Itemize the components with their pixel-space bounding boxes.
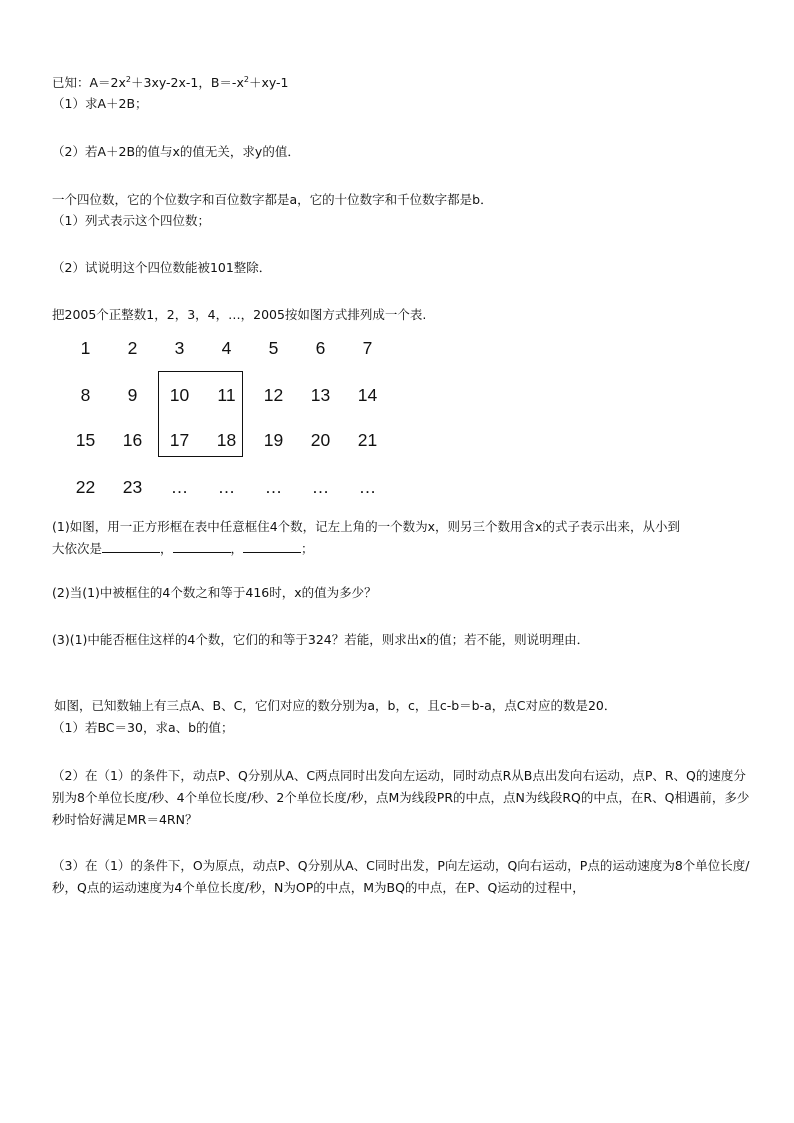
table-cell: 23: [122, 477, 143, 497]
q1-exponent-1: 2: [125, 74, 131, 84]
q4-stem: 如图，已知数轴上有三点A、B、C，它们对应的数分别为a，b，c，且c-b＝b-a，点C对应的数是20．: [54, 698, 617, 713]
table-cell: 4: [221, 338, 232, 358]
answer-blank-2[interactable]: [173, 540, 231, 553]
q1-exponent-2: 2: [243, 74, 249, 84]
table-cell: 19: [263, 430, 284, 450]
number-table: [62, 332, 392, 504]
q4-part3: （3）在（1）的条件下，O为原点，动点P、Q分别从A、C同时出发，P向左运动，Q向右运动，P点的运动速度为8个单位长度/秒，Q点的运动速度为4个单位长度/秒，N为OP的中点，M为BQ的中点，在P、Q运动的过程中，: [52, 858, 750, 895]
table-cell: 9: [127, 385, 138, 405]
table-cell: 22: [75, 477, 96, 497]
table-cell: 21: [357, 430, 378, 450]
terminator: ；: [301, 541, 314, 556]
table-cell: 8: [80, 385, 91, 405]
answer-blank-1[interactable]: [102, 540, 160, 553]
table-cell: 14: [357, 385, 378, 405]
table-cell: 10: [169, 385, 190, 405]
table-cell: 15: [75, 430, 96, 450]
table-cell: …: [170, 477, 189, 497]
q1-given-b: ＋3xy-2x-1，B＝-x: [131, 75, 244, 90]
table-cell: 3: [174, 338, 185, 358]
q2-part2: （2）试说明这个四位数能被101整除．: [52, 260, 272, 275]
q3-part1-prefix: 大依次是: [52, 541, 103, 556]
table-cell: 1: [80, 338, 91, 358]
q2-stem: 一个四位数，它的个位数字和百位数字都是a，它的十位数字和千位数字都是b．: [52, 192, 493, 207]
q1-given-c: ＋xy-1: [248, 75, 289, 90]
table-cell: 2: [127, 338, 138, 358]
q3-part3: (3)(1)中能否框住这样的4个数，它们的和等于324？若能，则求出x的值；若不能，则说明理由．: [52, 632, 590, 647]
table-cell: 13: [310, 385, 331, 405]
table-cell: 16: [122, 430, 143, 450]
table-cell: 20: [310, 430, 331, 450]
q4-part1: （1）若BC＝30，求a、b的值；: [52, 720, 234, 735]
q3-part2: (2)当(1)中被框住的4个数之和等于416时，x的值为多少？: [52, 585, 377, 600]
q1-part1: （1）求A＋2B；: [52, 96, 148, 111]
separator: ，: [230, 541, 244, 556]
table-cell: 7: [362, 338, 373, 358]
q1-part2: （2）若A＋2B的值与x的值无关，求y的值．: [52, 144, 300, 159]
q2-part1: （1）列式表示这个四位数；: [52, 213, 210, 228]
separator: ，: [160, 541, 173, 556]
q3-part1-line1: (1)如图，用一正方形框在表中任意框住4个数，记左上角的一个数为x，则另三个数用含x的式子表示出来，从小到: [52, 519, 680, 534]
table-cell: 17: [169, 430, 190, 450]
table-cell: 5: [268, 338, 279, 358]
answer-blank-3[interactable]: [243, 540, 301, 553]
table-cell: …: [264, 477, 283, 497]
q3-stem: 把2005个正整数1，2，3，4，…，2005按如图方式排列成一个表.: [52, 307, 427, 322]
table-cell: 18: [216, 430, 237, 450]
q4-part2: （2）在（1）的条件下，动点P、Q分别从A、C两点同时出发向左运动，同时动点R从B点出发向右运动，点P、R、Q的速度分别为8个单位长度/秒、4个单位长度/秒、2个单位长度/秒，点M为线段PR的中点，点N为线段RQ的中点，在R、Q相遇前，多少秒时恰好满足MR＝4RN？: [52, 768, 750, 827]
table-cell: 12: [263, 385, 284, 405]
table-cell: 6: [315, 338, 326, 358]
table-cell: …: [311, 477, 330, 497]
table-cell: 11: [217, 385, 236, 405]
q1-given-a: 已知：A＝2x: [52, 75, 126, 90]
q3-part1-line2: [52, 540, 314, 557]
q1-given: [52, 75, 288, 91]
table-cell: …: [358, 477, 377, 497]
table-cell: …: [217, 477, 236, 497]
